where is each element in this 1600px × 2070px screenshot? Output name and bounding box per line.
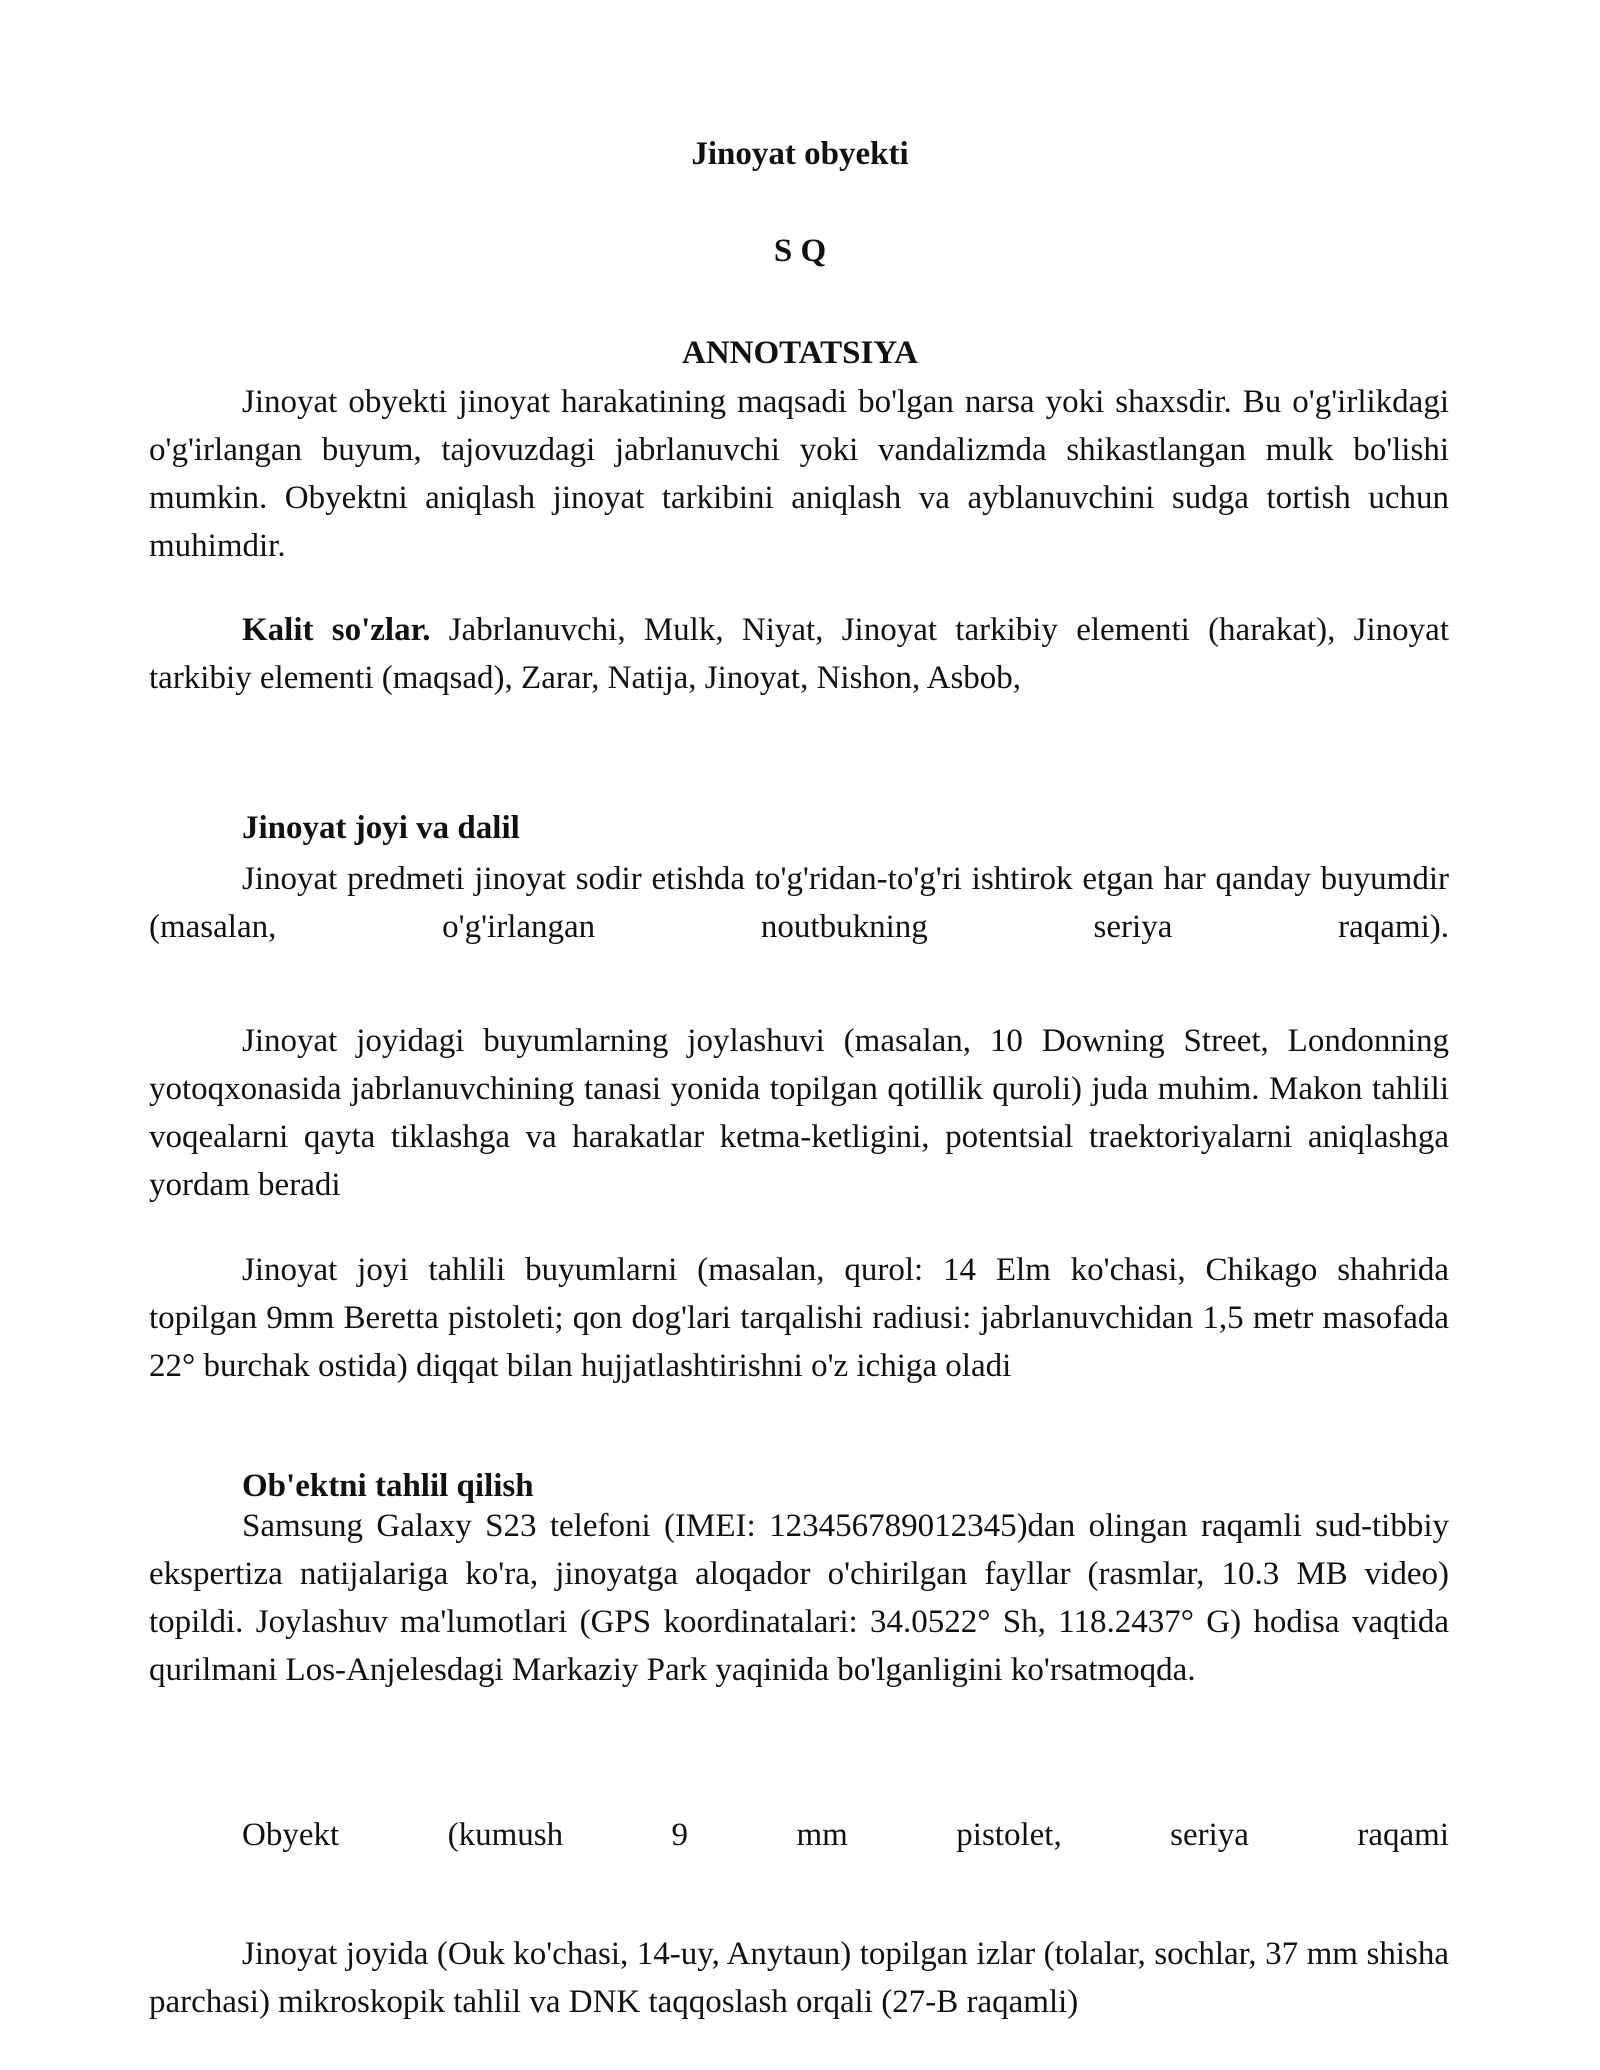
annotation-paragraph: Jinoyat obyekti jinoyat harakatining maqsadi bo'lgan narsa yoki shaxsdir. Bu o'g'irlikdagi o'g'irlangan buyum, tajovuzdagi jabrlanuvchi yoki vandalizmda shikastlangan mulk bo'lishi mumkin. Obyektni aniqlash jinoyat tarkibini aniqlash va ayblanuvchini sudga tortish uchun muhimdir. — [149, 384, 1449, 564]
crime-scene-paragraph-1: Jinoyat predmeti jinoyat sodir etishda to'g'ridan-to'g'ri ishtirok etgan har qanday buyumdir (masalan, o'g'irlangan noutbukning seriya raqami). — [149, 861, 1449, 945]
keywords-list: Jabrlanuvchi, Mulk, Niyat, Jinoyat tarkibiy elementi (harakat), Jinoyat tarkibiy elementi (maqsad), Zarar, Natija, Jinoyat, Nishon, Asbob, — [149, 612, 1449, 696]
keywords-label: Kalit so'zlar. — [242, 612, 431, 648]
section-heading-crime-scene: Jinoyat joyi va dalil — [242, 810, 520, 846]
keywords-paragraph — [149, 606, 1449, 702]
crime-scene-paragraph-3: Jinoyat joyi tahlili buyumlarni (masalan, qurol: 14 Elm ko'chasi, Chikago shahrida topilgan 9mm Beretta pistoleti; qon dog'lari tarqalishi radiusi: jabrlanuvchidan 1,5 metr masofada 22° burchak ostida) diqqat bilan hujjatlashtirishni o'z ichiga oladi — [149, 1252, 1449, 1384]
document-title: Jinoyat obyekti — [691, 136, 909, 172]
object-analysis-paragraph-3: Jinoyat joyida (Ouk ko'chasi, 14-uy, Anytaun) topilgan izlar (tolalar, sochlar, 37 mm shisha parchasi) mikroskopik tahlil va DNK taqqoslash orqali (27-B raqamli) — [149, 1936, 1449, 2020]
section-heading-object-analysis: Ob'ektni tahlil qilish — [242, 1468, 534, 1504]
annotation-heading: ANNOTATSIYA — [682, 335, 918, 371]
author-initials: S Q — [773, 233, 827, 269]
object-analysis-paragraph-2: Obyekt (kumush 9 mm pistolet, seriya raqami — [242, 1817, 1449, 1853]
object-analysis-paragraph-1: Samsung Galaxy S23 telefoni (IMEI: 123456789012345)dan olingan raqamli sud-tibbiy ekspertiza natijalariga ko'ra, jinoyatga aloqador o'chirilgan fayllar (rasmlar, 10.3 MB video) topildi. Joylashuv ma'lumotlari (GPS koordinatalari: 34.0522° Sh, 118.2437° G) hodisa vaqtida qurilmani Los-Anjelesdagi Markaziy Park yaqinida bo'lganligini ko'rsatmoqda. — [149, 1508, 1449, 1688]
crime-scene-paragraph-2: Jinoyat joyidagi buyumlarning joylashuvi (masalan, 10 Downing Street, Londonning yotoqxonasida jabrlanuvchining tanasi yonida topilgan qotillik quroli) juda muhim. Makon tahlili voqealarni qayta tiklashga va harakatlar ketma-ketligini, potentsial traektoriyalarni aniqlashga yordam beradi — [149, 1023, 1449, 1203]
